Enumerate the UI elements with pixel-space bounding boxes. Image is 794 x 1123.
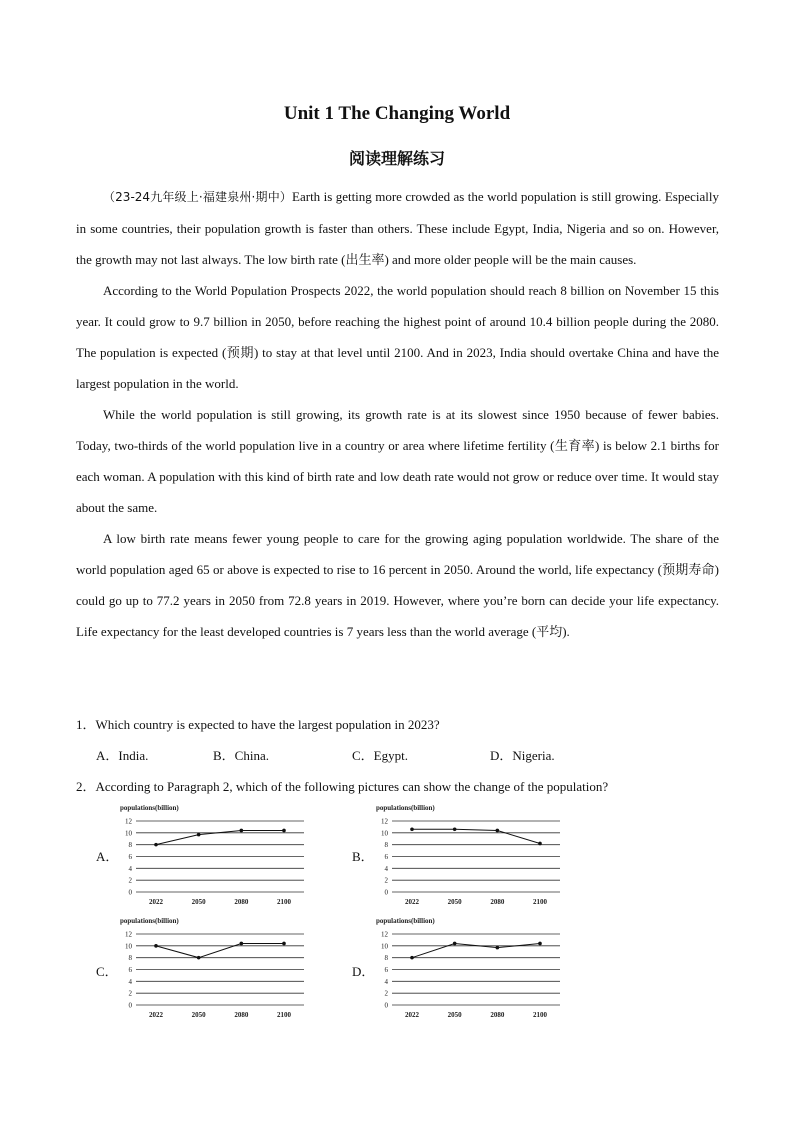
y-tick-label: 4: [384, 977, 388, 986]
option-d[interactable]: D．Nigeria.: [490, 748, 555, 763]
y-tick-label: 8: [128, 841, 132, 850]
data-point: [538, 942, 542, 946]
data-point: [538, 842, 542, 846]
line-chart-svg: [116, 915, 316, 1021]
y-tick-label: 6: [384, 853, 388, 861]
y-axis-label: populations(billion): [376, 804, 435, 812]
y-tick-label: 0: [128, 888, 132, 897]
x-tick-label: 2100: [533, 898, 547, 906]
y-tick-label: 2: [384, 989, 388, 998]
chart-option-d: [372, 915, 572, 1021]
line-chart-svg: [372, 802, 572, 908]
series-line: [412, 829, 540, 843]
data-point: [453, 942, 457, 946]
x-tick-label: 2100: [533, 1011, 547, 1019]
y-tick-label: 10: [381, 942, 388, 951]
y-tick-label: 12: [381, 930, 388, 939]
y-tick-label: 6: [384, 966, 388, 974]
document-title: Unit 1 The Changing World: [283, 103, 511, 124]
paragraph-4: A low birth rate means fewer young people to care for the growing aging population worldwide. The share of the world population aged 65 or above is expected to rise to 16 percent in 2050. Around the world, life expectancy (预期寿命) could go up to 77.2 years in 2050 from 72.8 years in 2019. However, where you’re born can decide your life expectancy. Life expectancy for the least developed countries is 7 years less than the world average (平均).: [76, 531, 719, 639]
y-tick-label: 12: [125, 817, 132, 826]
x-tick-label: 2050: [191, 1011, 206, 1019]
data-point: [282, 829, 286, 833]
data-point: [496, 829, 500, 833]
data-point: [410, 827, 414, 831]
source-note: （23-24九年级上·福建泉州·期中）: [103, 190, 293, 204]
y-tick-label: 8: [384, 841, 388, 850]
y-tick-label: 8: [128, 954, 132, 963]
y-tick-label: 12: [381, 817, 388, 826]
x-tick-label: 2100: [277, 898, 291, 906]
y-tick-label: 6: [128, 853, 132, 861]
data-point: [154, 944, 158, 948]
y-tick-label: 0: [384, 1001, 388, 1010]
data-point: [197, 833, 201, 837]
question-1-options: [96, 745, 696, 767]
paragraph-2: According to the World Population Prospects 2022, the world population should reach 8 billion on November 15 this year. It could grow to 9.7 billion in 2050, before reaching the highest point of around 10.4 billion people during the 2080. The population is expected (预期) to stay at that level until 2100. And in 2023, India should overtake China and have the largest population in the world.: [76, 283, 719, 391]
x-tick-label: 2050: [447, 1011, 462, 1019]
option-b[interactable]: B．China.: [213, 748, 269, 763]
question-2: 2．According to Paragraph 2, which of the following pictures can show the change of the population?: [76, 779, 609, 794]
option-c[interactable]: C．Egypt.: [352, 748, 408, 763]
y-tick-label: 10: [381, 829, 388, 838]
y-tick-label: 4: [128, 864, 132, 873]
chart-option-b: [372, 802, 572, 908]
line-chart-svg: [116, 802, 316, 908]
data-point: [154, 843, 158, 847]
reading-passage: [76, 181, 719, 647]
y-axis-label: populations(billion): [376, 917, 435, 925]
y-tick-label: 10: [125, 942, 132, 951]
choice-label-b[interactable]: B．: [352, 849, 374, 864]
data-point: [197, 956, 201, 960]
y-tick-label: 6: [128, 966, 132, 974]
choice-label-c[interactable]: C．: [96, 964, 118, 979]
option-a[interactable]: A．India.: [96, 748, 149, 763]
x-tick-label: 2080: [234, 898, 249, 906]
y-tick-label: 2: [128, 876, 132, 885]
y-tick-label: 4: [128, 977, 132, 986]
x-tick-label: 2022: [149, 898, 163, 906]
data-point: [496, 946, 500, 950]
data-point: [282, 942, 286, 946]
y-tick-label: 10: [125, 829, 132, 838]
y-tick-label: 8: [384, 954, 388, 963]
x-tick-label: 2080: [490, 1011, 505, 1019]
data-point: [240, 942, 244, 946]
x-tick-label: 2050: [191, 898, 206, 906]
document-subtitle: 阅读理解练习: [348, 149, 445, 168]
paragraph-3: While the world population is still growing, its growth rate is at its slowest since 1950 because of fewer babies. Today, two-thirds of the world population live in a country or area where lifetime fertility (生育率) is below 2.1 births for each woman. A population with this kind of birth rate and low death rate would not grow or reduce over time. It would stay about the same.: [76, 407, 719, 515]
data-point: [453, 827, 457, 831]
question-1: 1．Which country is expected to have the largest population in 2023?: [76, 717, 440, 732]
y-axis-label: populations(billion): [120, 917, 179, 925]
x-tick-label: 2080: [234, 1011, 249, 1019]
paragraph-1: [76, 181, 719, 275]
y-tick-label: 0: [128, 1001, 132, 1010]
y-tick-label: 2: [128, 989, 132, 998]
x-tick-label: 2080: [490, 898, 505, 906]
line-chart-svg: [372, 915, 572, 1021]
y-axis-label: populations(billion): [120, 804, 179, 812]
x-tick-label: 2022: [149, 1011, 163, 1019]
x-tick-label: 2022: [405, 1011, 419, 1019]
chart-option-c: [116, 915, 316, 1021]
choice-label-a[interactable]: A．: [96, 849, 119, 864]
data-point: [410, 956, 414, 960]
y-tick-label: 2: [384, 876, 388, 885]
x-tick-label: 2100: [277, 1011, 291, 1019]
data-point: [240, 829, 244, 833]
choice-label-d[interactable]: D．: [352, 964, 375, 979]
chart-option-a: [116, 802, 316, 908]
paragraph-1-text: Earth is getting more crowded as the world population is still growing. Especially in some countries, their population growth is faster than others. These include Egypt, India, Nigeria and so on. However, the growth may not last always. The low birth rate (出生率) and more older people will be the main causes.: [76, 189, 719, 267]
y-tick-label: 12: [125, 930, 132, 939]
x-tick-label: 2022: [405, 898, 419, 906]
x-tick-label: 2050: [447, 898, 462, 906]
y-tick-label: 0: [384, 888, 388, 897]
y-tick-label: 4: [384, 864, 388, 873]
